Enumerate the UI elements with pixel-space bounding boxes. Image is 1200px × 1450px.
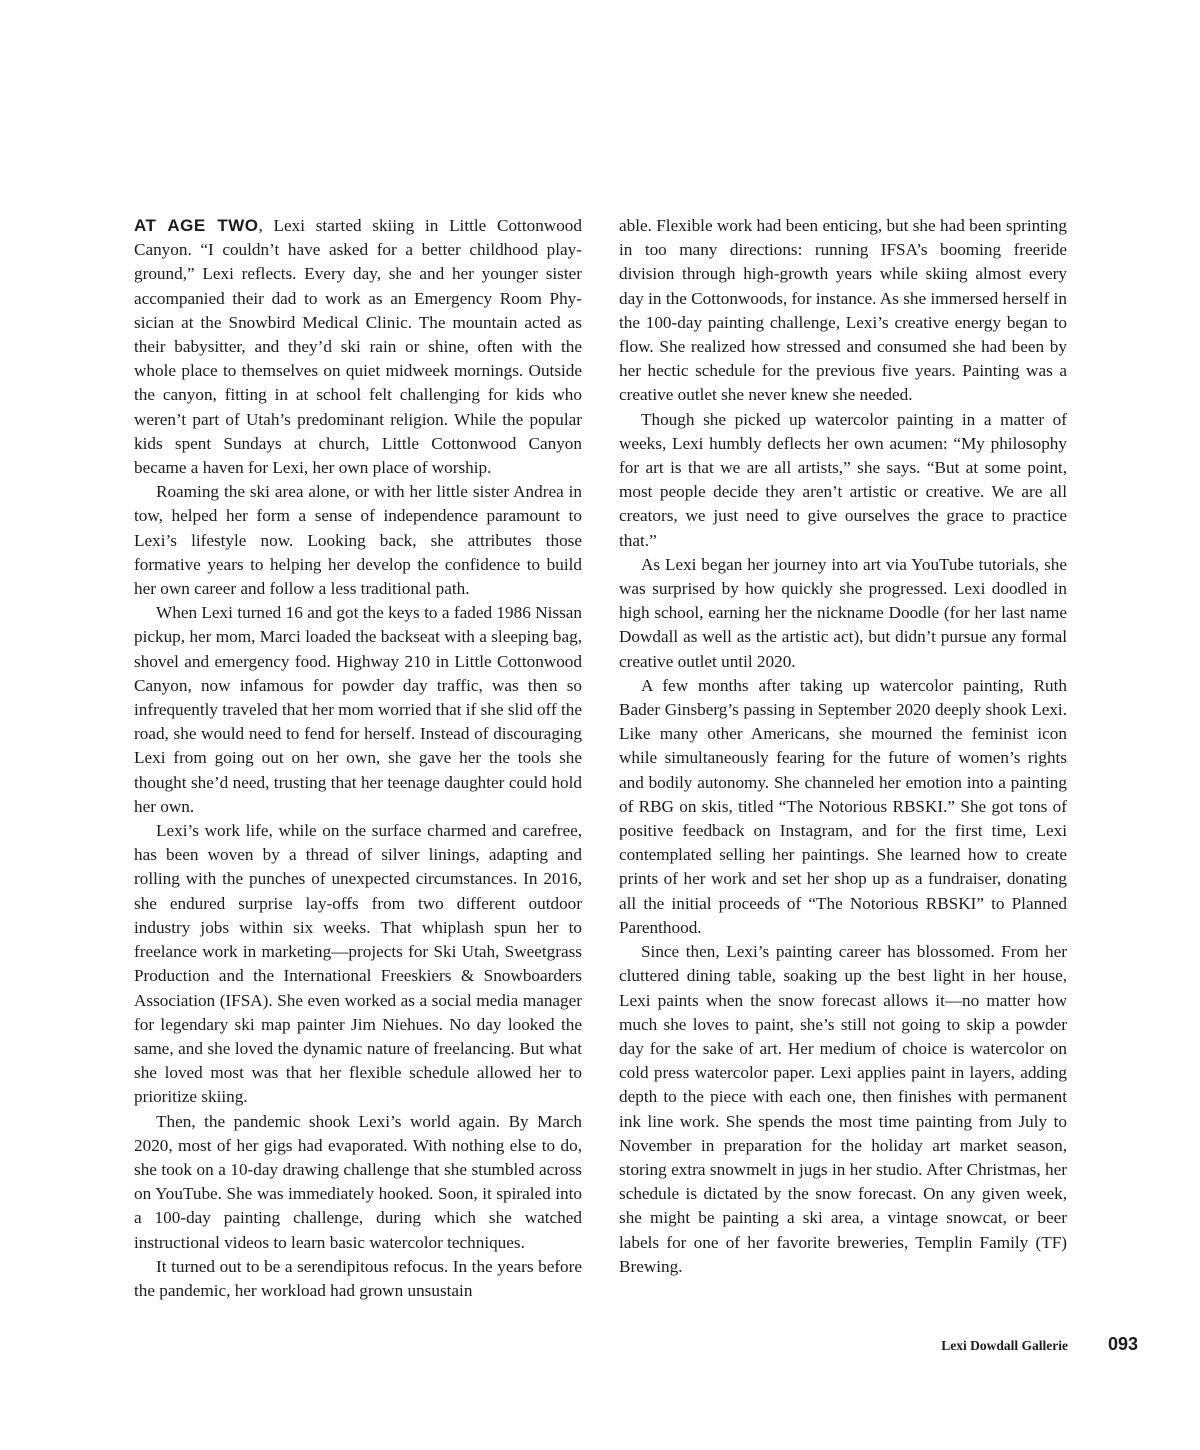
paragraph-text: , Lexi started skiing in Little Cottonwood Canyon. “I couldn’t have asked for a better childhood playground,” Lexi reflects. Every day, she and her younger sister accompanied their dad to work as an Emergency Room Physician at the Snowbird Medical Clinic. The mountain acted as their babysitter, and they’d ski rain or shine, often with the whole place to themselves on quiet midweek mornings. Outside the canyon, fitting in at school felt challenging for kids who weren’t part of Utah’s predominant religion. While the popular kids spent Sundays at church, Little Cottonwood Canyon became a haven for Lexi, her own place of worship. [134, 216, 582, 478]
article-paragraph: Roaming the ski area alone, or with her little sister Andrea in tow, helped her form a sense of independence paramount to Lexi’s lifestyle now. Looking back, she attributes those formative years to helping her develop the confidence to build her own career and follow a less traditional path. [134, 482, 582, 599]
article-paragraph: When Lexi turned 16 and got the keys to a faded 1986 Nissan pickup, her mom, Marci loaded the backseat with a sleeping bag, shovel and emergency food. Highway 210 in Little Cottonwood Canyon, now infamous for powder day traffic, was then so infrequently traveled that her mom worried that if she slid off the road, she would need to fend for herself. Instead of discouraging Lexi from going out on her own, she gave her the tools she thought she’d need, trusting that her teenage daughter could hold her own. [134, 603, 582, 816]
article-paragraph [134, 214, 582, 480]
article-paragraph: Then, the pandemic shook Lexi’s world again. By March 2020, most of her gigs had evaporated. With nothing else to do, she took on a 10-day drawing challenge that she stumbled across on YouTube. She was immediately hooked. Soon, it spiraled into a 100-day painting challenge, during which she watched instructional videos to learn basic watercolor techniques. [134, 1111, 582, 1252]
article-paragraph: Since then, Lexi’s painting career has blossomed. From her cluttered dining table, soaking up the best light in her house, Lexi paints when the snow forecast allows it—no matter how much she loves to paint, she’s still not going to skip a powder day for the sake of art. Her medium of choice is watercolor on cold press watercolor paper. Lexi applies paint in layers, adding depth to the piece with each one, then finishes with permanent ink line work. She spends the most time painting from July to November in preparation for the holiday art market season, storing extra snowmelt in jugs in her studio. After Christmas, her schedule is dictated by the snow forecast. On any given week, she might be painting a ski area, a vintage snowcat, or beer labels for one of her favorite breweries, Templin Family (TF) Brewing. [619, 942, 1067, 1276]
article-paragraph: A few months after taking up watercolor painting, Ruth Bader Ginsberg’s passing in September 2020 deeply shook Lexi. Like many other Americans, she mourned the feminist icon while simultaneously fearing for the future of women’s rights and bodily autonomy. She channeled her emotion into a painting of RBG on skis, titled “The Notorious RBSKI.” She got tons of positive feedback on Instagram, and for the first time, Lexi contemplated selling her paintings. She learned how to create prints of her work and set her shop up as a fundraiser, donating all the initial proceeds of “The Notorious RBSKI” to Planned Parenthood. [619, 675, 1067, 937]
running-title: Lexi Dowdall Gallerie [941, 1338, 1068, 1353]
article-paragraph: As Lexi began her journey into art via YouTube tutorials, she was surprised by how quickly she progressed. Lexi doodled in high school, earning her the nickname Doodle (for her last name Dowdall as well as the artistic act), but didn’t pursue any formal creative outlet until 2020. [619, 554, 1067, 671]
article-paragraph: Though she picked up watercolor painting in a matter of weeks, Lexi humbly deflects her own acumen: “My philosophy for art is that we are all artists,” she says. “But at some point, most people decide they aren’t artistic or creative. We are all creators, we just need to give ourselves the grace to practice that.” [619, 409, 1067, 550]
article-column-left [134, 214, 582, 1303]
page-number: 093 [1107, 1334, 1138, 1354]
article-paragraph: able. Flexible work had been enticing, but she had been sprinting in too many directions: running IFSA’s booming freeride division through high-growth years while skiing almost every day in the Cottonwoods, for instance. As she immersed herself in the 100-day painting challenge, Lexi’s creative energy began to flow. She realized how stressed and consumed she had been by her hectic schedule for the previous five years. Painting was a creative outlet she never knew she needed. [619, 216, 1067, 405]
article-paragraph: Lexi’s work life, while on the surface charmed and carefree, has been woven by a thread of silver linings, adapting and rolling with the punches of unexpected circumstances. In 2016, she endured surprise lay-offs from two different outdoor industry jobs within six weeks. That whiplash spun her to freelance work in marketing—projects for Ski Utah, Sweetgrass Production and the International Freeskiers & Snowboarders Association (IFSA). She even worked as a social media manager for legendary ski map painter Jim Niehues. No day looked the same, and she loved the dynamic nature of freelancing. But what she loved most was that her flexible schedule allowed her to prioritize skiing. [134, 821, 582, 1107]
lead-in: AT AGE TWO [134, 216, 259, 235]
article-paragraph: It turned out to be a serendipitous refocus. In the years before the pandemic, her workload had grown unsustain [134, 1256, 582, 1300]
page-footer [941, 1334, 1138, 1355]
article-column-right [619, 214, 1067, 1279]
